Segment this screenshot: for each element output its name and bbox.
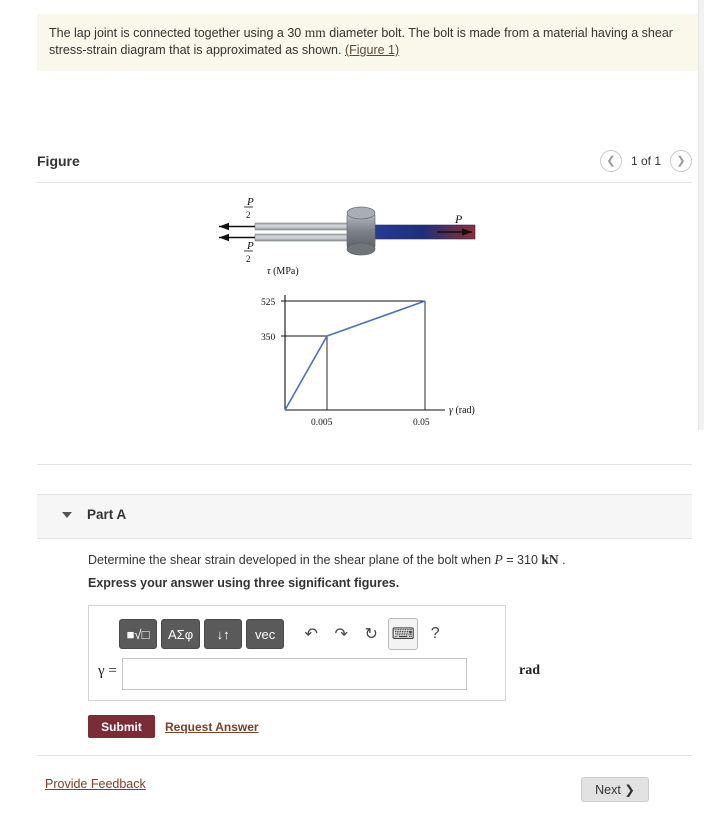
chevron-right-icon: ❯ — [624, 783, 635, 797]
figure-header — [37, 150, 692, 180]
request-answer-link[interactable]: Request Answer — [165, 720, 259, 734]
figure-canvas — [37, 185, 692, 453]
question-equation: = 310 — [506, 553, 538, 567]
question-variable: P — [494, 552, 503, 567]
chevron-left-icon[interactable]: ❮ — [600, 150, 622, 172]
provide-feedback-link[interactable]: Provide Feedback — [45, 777, 146, 791]
svg-text:2: 2 — [246, 210, 251, 220]
figure-svg — [37, 185, 692, 453]
figure-title: Figure — [37, 153, 80, 169]
math-toolbar — [119, 618, 448, 650]
answer-variable-label: γ = — [98, 663, 117, 679]
figure-pager — [600, 150, 692, 172]
divider-footer — [37, 755, 692, 756]
question-text — [88, 552, 648, 568]
svg-text:P: P — [247, 196, 254, 208]
answer-unit-label: rad — [519, 663, 540, 678]
svg-text:γ (rad): γ (rad) — [449, 405, 475, 416]
submit-button[interactable]: Submit — [88, 715, 155, 738]
chevron-right-icon[interactable]: ❯ — [670, 150, 692, 172]
scrollbar-track[interactable] — [698, 0, 704, 430]
part-a-header[interactable] — [37, 494, 692, 539]
svg-text:0.005: 0.005 — [311, 418, 333, 428]
problem-unit-mm: mm — [304, 25, 326, 40]
problem-text-part2: diameter bolt. The bolt is made from a material having a shear stress-strain diagram that is approximated as shown. — [49, 26, 673, 57]
svg-text:2: 2 — [246, 254, 251, 264]
sort-arrows-button[interactable]: ↓↑ — [204, 619, 242, 649]
next-button-label: Next — [595, 783, 621, 797]
redo-icon[interactable]: ↷ — [334, 626, 348, 643]
problem-text-part1: The lap joint is connected together using a 30 — [49, 26, 302, 40]
svg-text:τ (MPa): τ (MPa) — [267, 266, 299, 277]
undo-icon[interactable]: ↶ — [304, 626, 318, 643]
keyboard-icon[interactable]: ⌨ — [388, 618, 418, 650]
answer-input[interactable] — [122, 658, 467, 690]
figure-page-count: 1 of 1 — [630, 154, 661, 168]
question-suffix: . — [562, 553, 566, 567]
svg-text:P: P — [455, 212, 463, 226]
divider-figure-bottom — [37, 464, 692, 465]
question-unit: kN — [541, 552, 559, 567]
greek-symbols-button[interactable]: ΑΣφ — [161, 619, 200, 649]
instruction-text: Express your answer using three significant figures. — [88, 576, 400, 590]
part-a-label: Part A — [87, 507, 127, 522]
problem-statement — [37, 14, 698, 71]
caret-down-icon[interactable] — [62, 512, 72, 518]
svg-text:0.05: 0.05 — [413, 418, 430, 428]
help-icon[interactable]: ? — [430, 625, 440, 642]
template-math-button[interactable]: ■√□ — [119, 619, 157, 649]
answer-box — [88, 605, 506, 701]
svg-text:525: 525 — [261, 298, 276, 308]
question-prefix: Determine the shear strain developed in the shear plane of the bolt when — [88, 553, 492, 567]
svg-text:P: P — [247, 240, 254, 252]
next-button[interactable] — [581, 777, 649, 802]
reset-icon[interactable]: ↻ — [364, 626, 378, 643]
divider-figure-top — [37, 182, 692, 183]
vector-button[interactable]: vec — [246, 619, 284, 649]
figure-1-link[interactable]: (Figure 1) — [344, 43, 400, 57]
svg-text:350: 350 — [261, 333, 276, 343]
